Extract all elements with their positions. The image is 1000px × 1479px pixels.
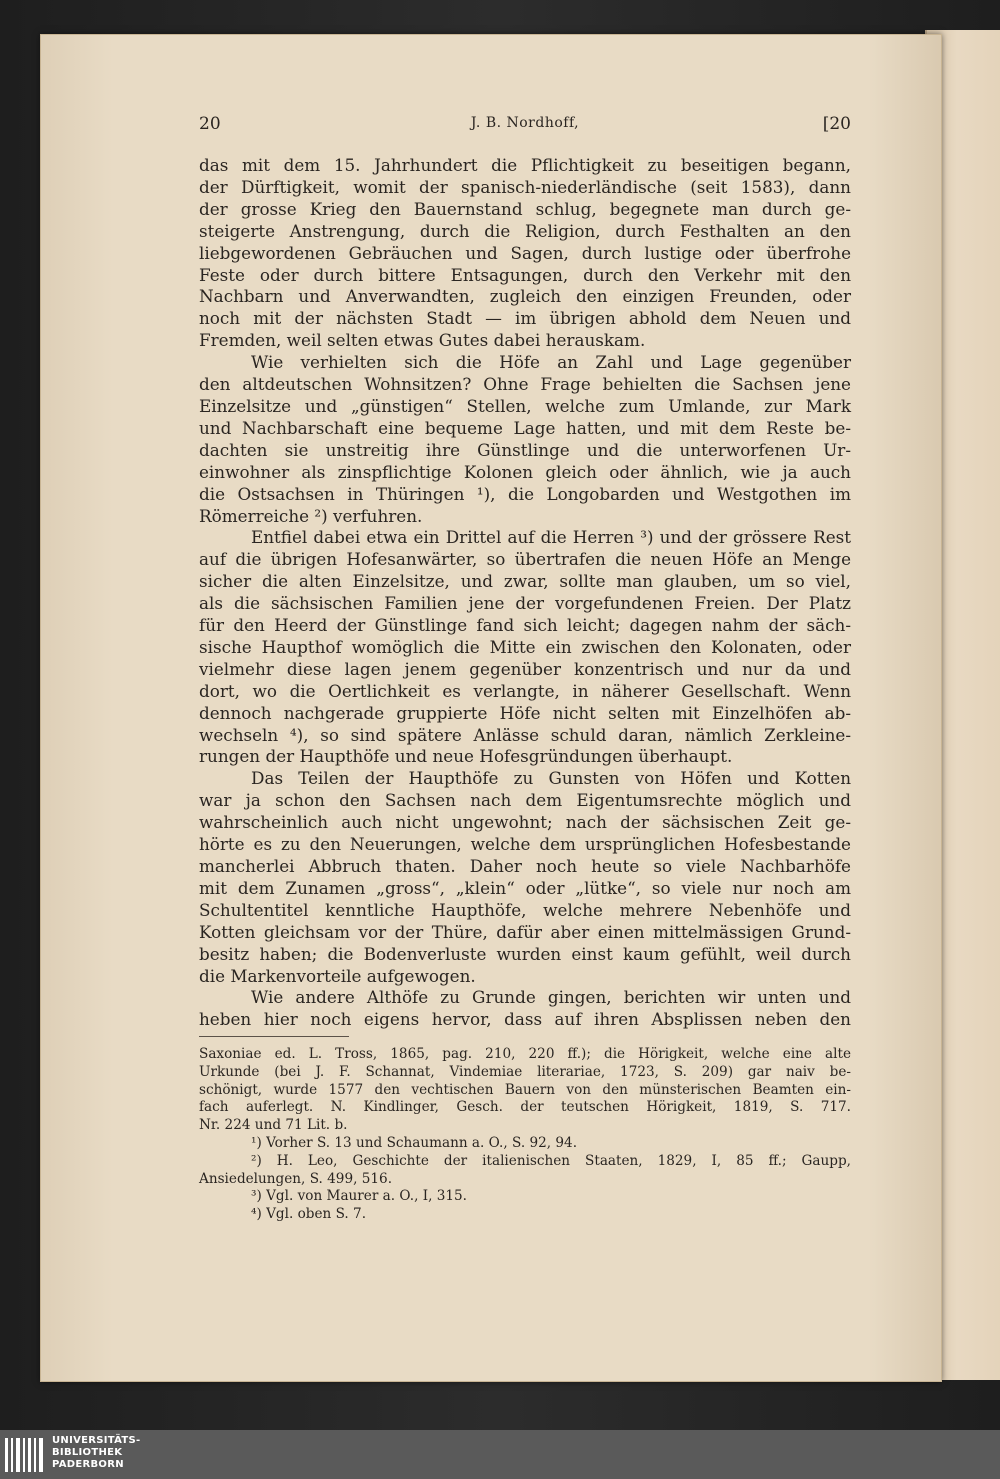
text-line: auf die übrigen Hofesanwärter, so übertrafen die neuen Höfe an Menge	[199, 549, 851, 570]
footnote-4: ⁴) Vgl. oben S. 7.	[251, 1206, 367, 1223]
text-line: Einzelsitze und „günstigen“ Stellen, welche zum Umlande, zur Mark	[199, 395, 851, 416]
footnote-3: ³) Vgl. von Maurer a. O., I, 315.	[251, 1188, 467, 1205]
text-line: besitz haben; die Bodenverluste wurden einst kaum gefühlt, weil durch	[199, 943, 851, 964]
text-line: Das Teilen der Haupthöfe zu Gunsten von Höfen und Kotten	[251, 768, 851, 789]
text-line: sische Haupthof womöglich die Mitte ein zwischen den Kolonaten, oder	[199, 636, 851, 657]
text-line: wahrscheinlich auch nicht ungewohnt; nach der sächsischen Zeit ge-	[199, 812, 851, 833]
text-line: und Nachbarschaft eine bequeme Lage hatten, und mit dem Reste be-	[199, 417, 851, 438]
text-line: dort, wo die Oertlichkeit es verlangte, in näherer Gesellschaft. Wenn	[199, 680, 851, 701]
text-line: die Markenvorteile aufgewogen.	[199, 965, 476, 986]
text-line: sicher die alten Einzelsitze, und zwar, sollte man glauben, um so viel,	[199, 571, 851, 592]
text-line: Römerreiche ²) verfuhren.	[199, 505, 423, 526]
footnotes	[199, 1046, 851, 1224]
text-line: Feste oder durch bittere Entsagungen, durch den Verkehr mit den	[199, 264, 851, 285]
library-logo-icon	[4, 1436, 46, 1474]
footnote-line: Nr. 224 und 71 Lit. b.	[199, 1117, 348, 1134]
text-line: noch mit der nächsten Stadt — im übrigen abhold dem Neuen und	[199, 308, 851, 329]
text-line: Wie andere Althöfe zu Grunde gingen, berichten wir unten und	[251, 987, 851, 1008]
text-line: einwohner als zinspflichtige Kolonen gleich oder ähnlich, wie ja auch	[199, 461, 851, 482]
text-line: heben hier noch eigens hervor, dass auf ihren Absplissen neben den	[199, 1009, 851, 1030]
running-title: J. B. Nordhoff,	[470, 115, 580, 131]
text-line: steigerte Anstrengung, durch die Religion, durch Festhalten an den	[199, 220, 851, 241]
text-line: der Dürftigkeit, womit der spanisch-niederländische (seit 1583), dann	[199, 176, 851, 197]
text-line: Wie verhielten sich die Höfe an Zahl und Lage gegenüber	[251, 352, 851, 373]
footnote-line: Ansiedelungen, S. 499, 516.	[199, 1170, 393, 1187]
text-line: war ja schon den Sachsen nach dem Eigentumsrechte möglich und	[199, 790, 851, 811]
footnote-line: Saxoniae ed. L. Tross, 1865, pag. 210, 220 ff.); die Hörigkeit, welche eine alte	[199, 1046, 851, 1062]
library-name-line: BIBLIOTHEK	[52, 1447, 123, 1458]
page-number: 20	[199, 114, 221, 134]
text-line: Schultentitel kenntliche Haupthöfe, welche mehrere Nebenhöfe und	[199, 899, 851, 920]
text-line: dennoch nachgerade gruppierte Höfe nicht selten mit Einzelhöfen ab-	[199, 702, 851, 723]
running-header	[199, 114, 851, 140]
text-line: für den Heerd der Günstlinge fand sich leicht; dagegen nahm der säch-	[199, 615, 851, 636]
footnote-2: ²) H. Leo, Geschichte der italienischen Staaten, 1829, I, 85 ff.; Gaupp,	[251, 1152, 851, 1169]
text-line: wechseln ⁴), so sind spätere Anlässe schuld daran, nämlich Zerkleine-	[199, 724, 851, 745]
text-line: Nachbarn und Anverwandten, zugleich den einzigen Freunden, oder	[199, 286, 851, 307]
footnote-line: fach auferlegt. N. Kindlinger, Gesch. der teutschen Hörigkeit, 1819, S. 717.	[199, 1099, 851, 1116]
text-line: den altdeutschen Wohnsitzen? Ohne Frage behielten die Sachsen jene	[199, 374, 851, 395]
library-name-line: UNIVERSITÄTS-	[52, 1435, 141, 1446]
text-line: hörte es zu den Neuerungen, welche dem ursprünglichen Hofesbestande	[199, 834, 851, 855]
footnote-line: Urkunde (bei J. F. Schannat, Vindemiae literariae, 1723, S. 209) gar naiv be-	[199, 1063, 851, 1080]
footnote-divider	[199, 1036, 349, 1037]
main-text	[199, 155, 851, 1031]
text-line: liebgewordenen Gebräuchen und Sagen, durch lustige oder überfrohe	[199, 242, 851, 263]
original-page-number: [20	[822, 114, 851, 134]
text-line: Fremden, weil selten etwas Gutes dabei herauskam.	[199, 330, 646, 351]
text-line: Kotten gleichsam vor der Thüre, dafür aber einen mittelmässigen Grund-	[199, 921, 851, 942]
text-line: die Ostsachsen in Thüringen ¹), die Longobarden und Westgothen im	[199, 483, 851, 504]
text-line: dachten sie unstreitig ihre Günstlinge und die unterworfenen Ur-	[199, 439, 851, 460]
text-line: mit dem Zunamen „gross“, „klein“ oder „lütke“, so viele nur noch am	[199, 877, 851, 898]
text-line: das mit dem 15. Jahrhundert die Pflichtigkeit zu beseitigen begann,	[199, 155, 851, 175]
library-footer-bar	[0, 1430, 1000, 1479]
text-line: Entfiel dabei etwa ein Drittel auf die Herren ³) und der grössere Rest	[251, 527, 851, 548]
footnote-1: ¹) Vorher S. 13 und Schaumann a. O., S. 92, 94.	[251, 1134, 578, 1151]
text-line: mancherlei Abbruch thaten. Daher noch heute so viele Nachbarhöfe	[199, 856, 851, 876]
text-line: als die sächsischen Familien jene der vorgefundenen Freien. Der Platz	[199, 593, 851, 614]
text-line: rungen der Haupthöfe und neue Hofesgründungen überhaupt.	[199, 746, 733, 767]
text-line: vielmehr diese lagen jenem gegenüber konzentrisch und nur da und	[199, 658, 851, 679]
library-name-line: PADERBORN	[52, 1459, 124, 1470]
library-name	[52, 1435, 141, 1471]
text-line: der grosse Krieg den Bauernstand schlug, begegnete man durch ge-	[199, 198, 851, 219]
footnote-line: schönigt, wurde 1577 den vechtischen Bauern von den münsterischen Beamten ein-	[199, 1081, 851, 1098]
